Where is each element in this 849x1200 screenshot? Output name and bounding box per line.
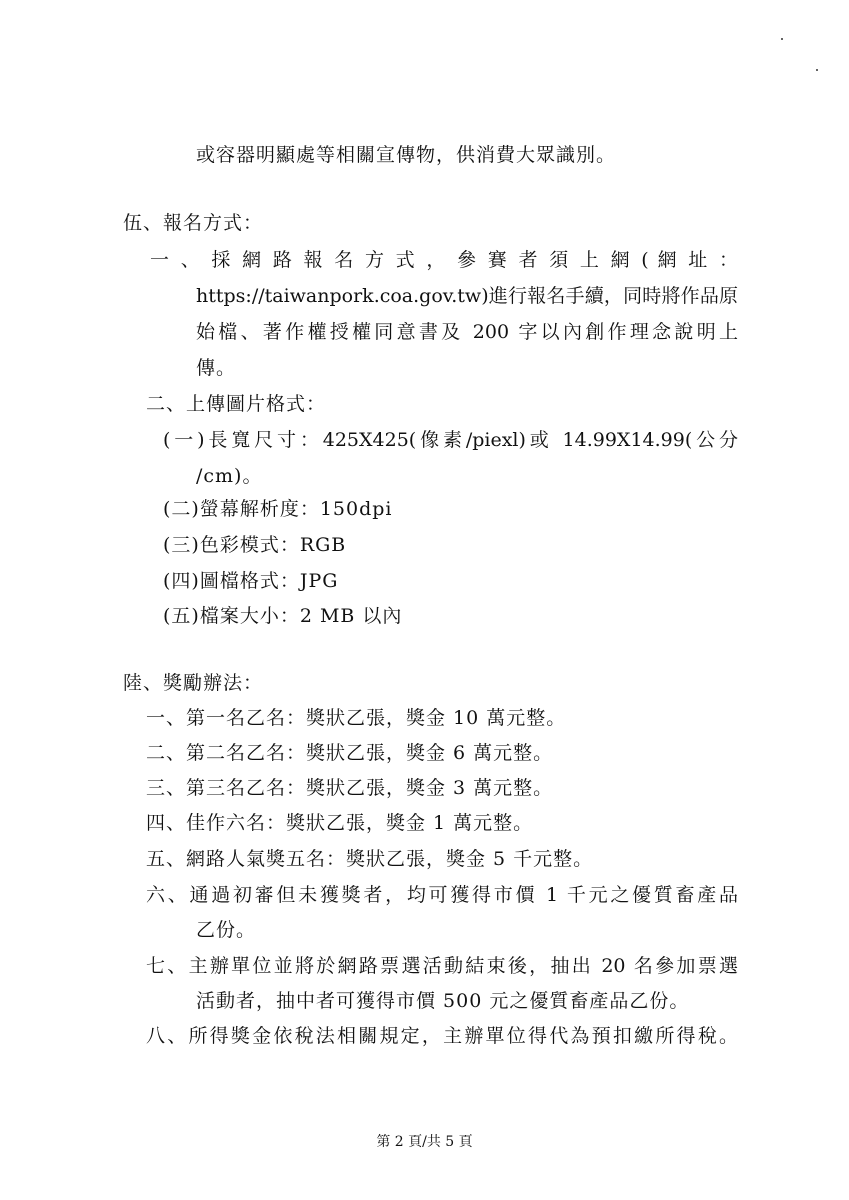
section-6-heading: 陸、獎勵辦法： [123, 672, 264, 694]
section-5-item-1-line-3: 始檔、著作權授權同意書及 200 字以內創作理念說明上 [196, 321, 738, 343]
award-item-6-line-1: 六、通過初審但未獲獎者，均可獲得市價 1 千元之優質畜產品 [146, 884, 738, 906]
file-format: (四)圖檔格式：JPG [163, 570, 339, 592]
image-size-line-2: /cm)。 [196, 465, 263, 487]
award-item-7-line-2: 活動者，抽中者可獲得市價 500 元之優質畜產品乙份。 [196, 990, 690, 1012]
award-item-7-line-1: 七、主辦單位並將於網路票選活動結束後，抽出 20 名參加票選 [146, 955, 738, 977]
section-5-item-2-heading: 二、上傳圖片格式： [146, 393, 327, 415]
color-mode: (三)色彩模式：RGB [163, 534, 347, 556]
file-size: (五)檔案大小：2 MB 以內 [163, 605, 403, 627]
screen-resolution: (二)螢幕解析度：150dpi [163, 498, 393, 520]
award-second: 二、第二名乙名：獎狀乙張，獎金 6 萬元整。 [146, 742, 554, 764]
page-number: 第 2 頁/共 5 頁 [376, 1134, 473, 1150]
section-5-item-1-line-4: 傳。 [196, 357, 237, 379]
section-5-item-1-line-2: https://taiwanpork.coa.gov.tw)進行報名手續，同時將作品原 [196, 285, 738, 307]
scan-speck [816, 69, 818, 71]
award-item-6-line-2: 乙份。 [196, 919, 257, 941]
scan-speck [781, 38, 783, 40]
award-item-8: 八、所得獎金依稅法相關規定，主辦單位得代為預扣繳所得稅。 [146, 1025, 738, 1047]
award-popularity: 五、網路人氣獎五名：獎狀乙張，獎金 5 千元整。 [146, 848, 594, 870]
image-size-line-1: (一)長寬尺寸：425X425(像素/piexl)或 14.99X14.99(公分 [163, 429, 738, 451]
section-5-item-1-line-1: 一 、 採 網 路 報 名 方 式 ， 參 賽 者 須 上 網 ( 網 址 ： [150, 249, 738, 271]
continuation-line: 或容器明顯處等相關宣傳物，供消費大眾識別。 [196, 144, 617, 166]
award-honorable: 四、佳作六名：獎狀乙張，獎金 1 萬元整。 [146, 812, 534, 834]
award-third: 三、第三名乙名：獎狀乙張，獎金 3 萬元整。 [146, 777, 554, 799]
award-first: 一、第一名乙名：獎狀乙張，獎金 10 萬元整。 [146, 707, 567, 729]
section-5-heading: 伍、報名方式： [123, 212, 264, 234]
